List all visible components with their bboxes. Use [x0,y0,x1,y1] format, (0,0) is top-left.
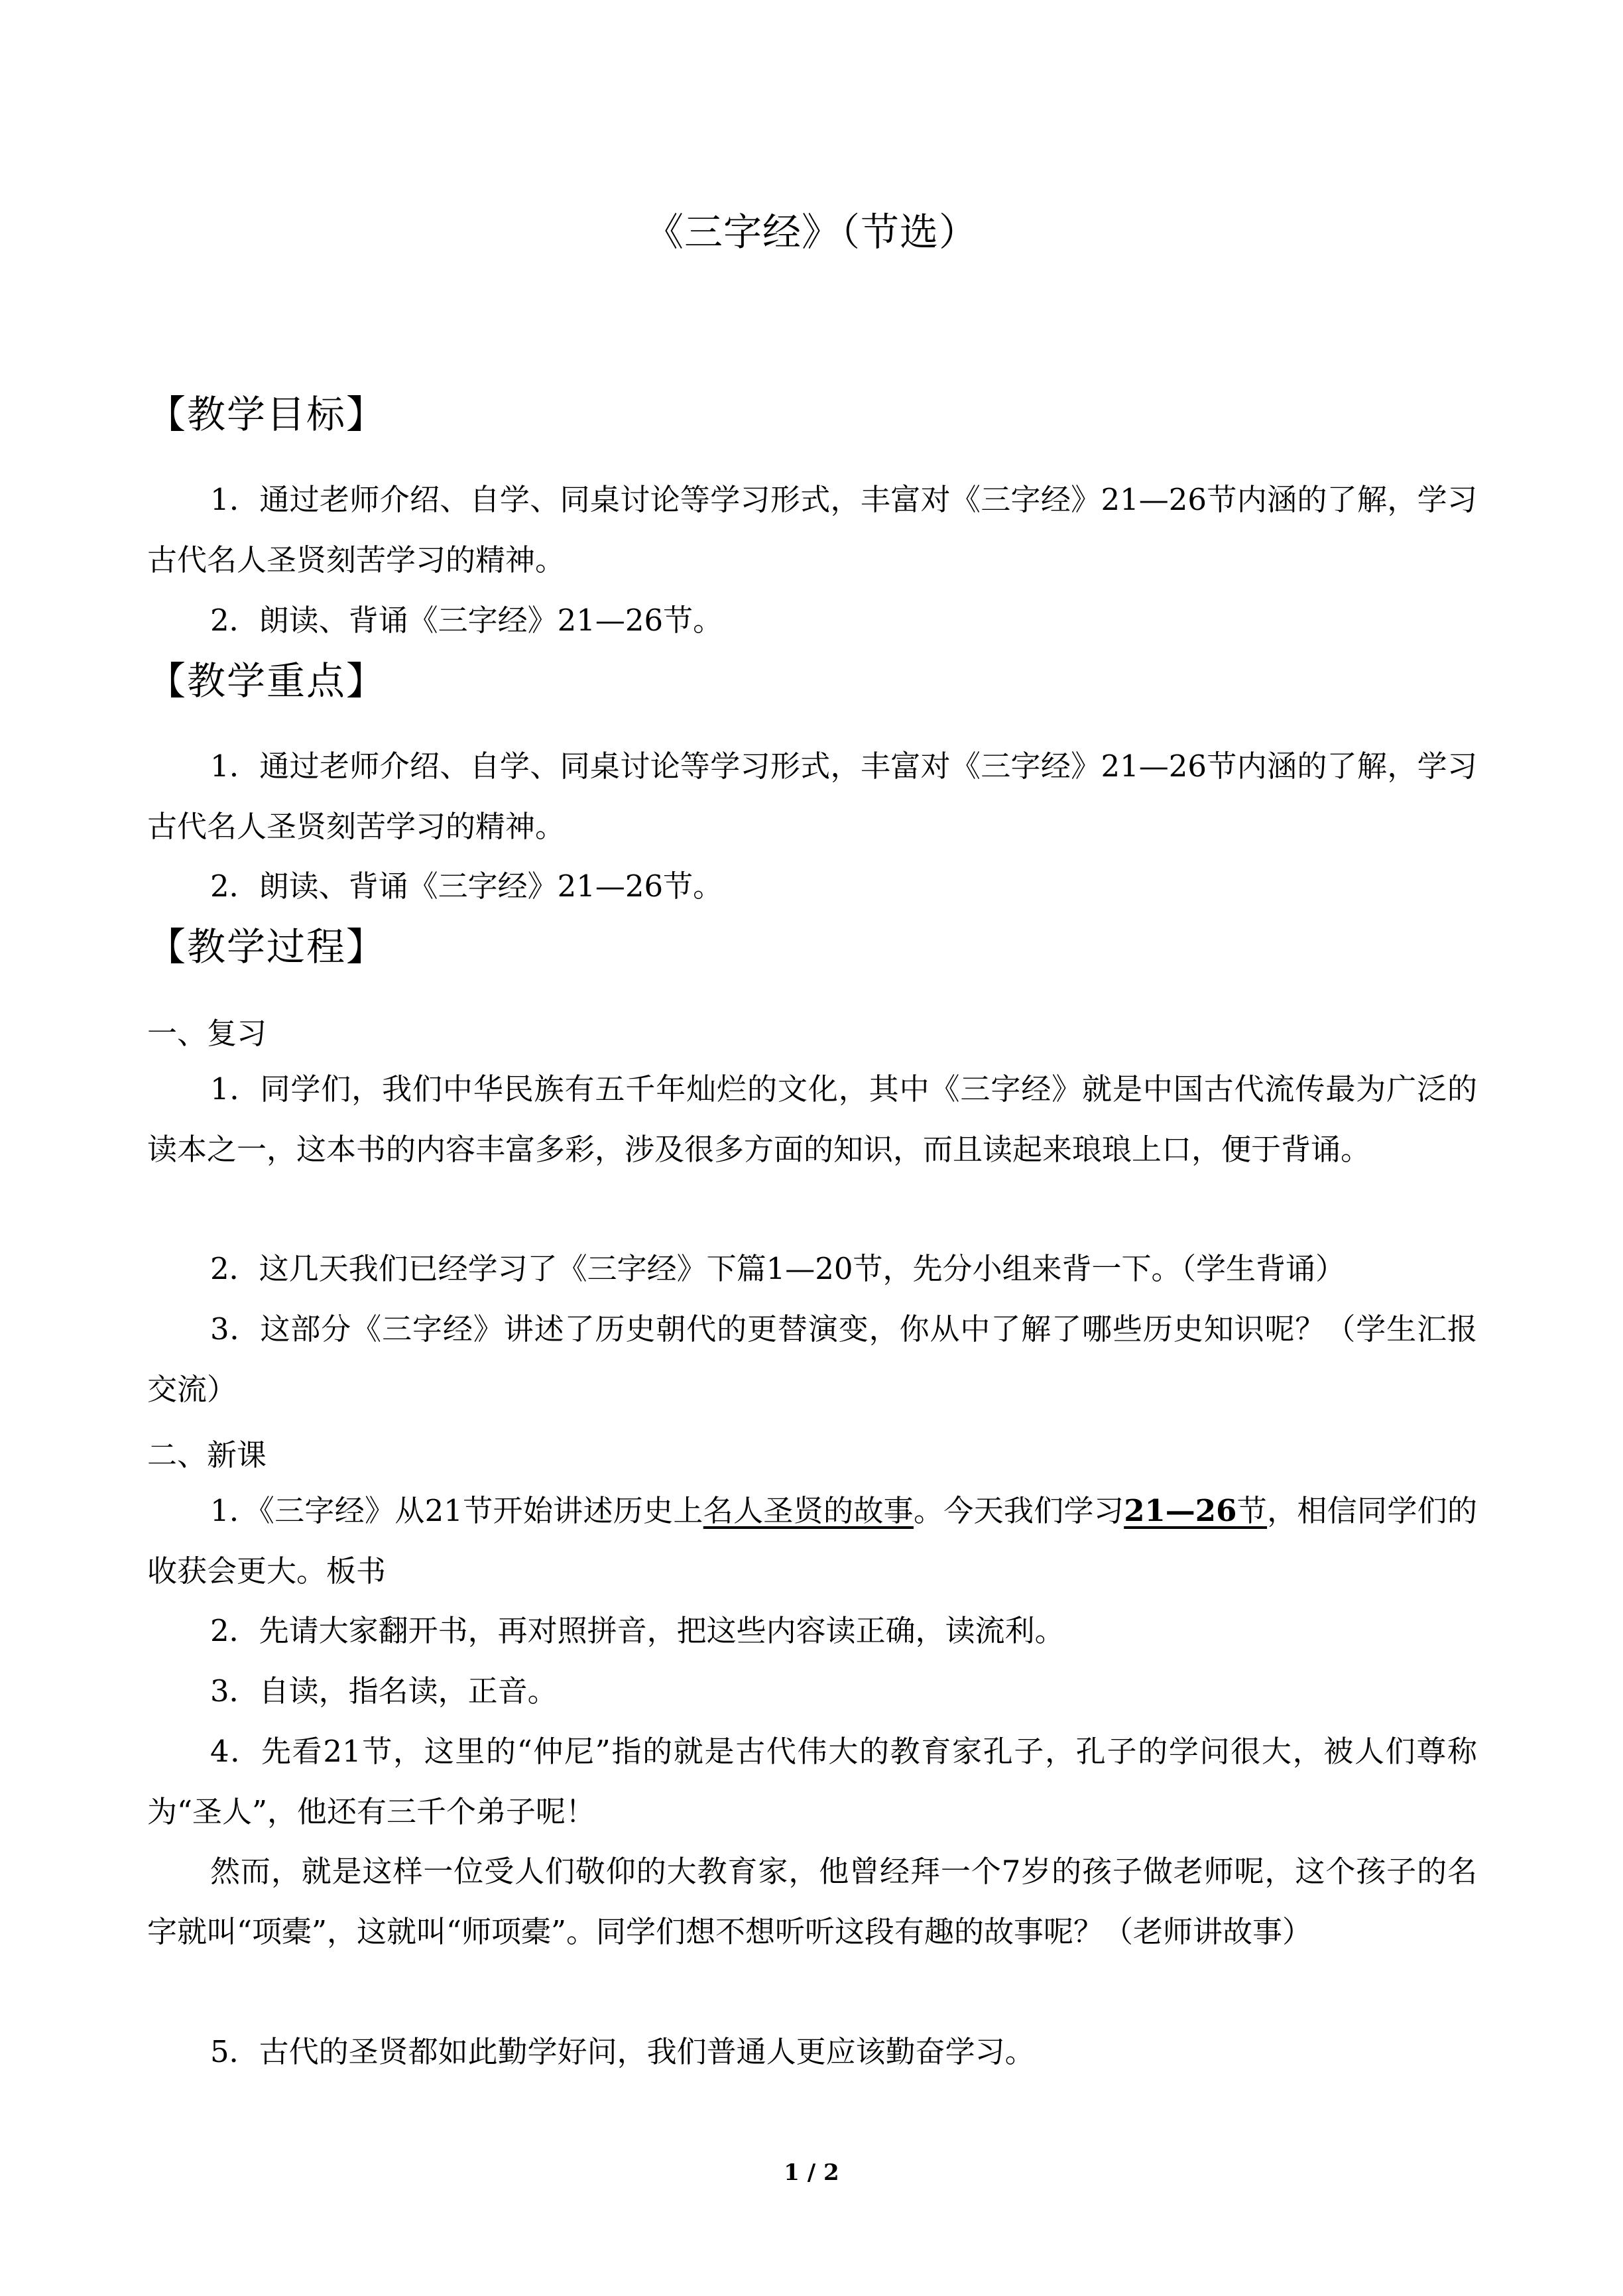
new-lesson-item-1-text-c: ，相信同学们的收获会更大。板书 [147,1493,1477,1589]
new-lesson-item-1-text-a: 1．《三字经》从21节开始讲述历史上 [210,1493,703,1528]
objectives-heading: 【教学目标】 [147,392,387,437]
objectives-item-1: 1．通过老师介绍、自学、同桌讨论等学习形式，丰富对《三字经》21—26节内涵的了解，学习古代名人圣贤刻苦学习的精神。 [147,482,1477,577]
key-points-item-2: 2．朗读、背诵《三字经》21—26节。 [210,869,723,904]
new-lesson-item-1 [147,1480,1477,1601]
key-points-item-1: 1．通过老师介绍、自学、同桌讨论等学习形式，丰富对《三字经》21—26节内涵的了解，学习古代名人圣贤刻苦学习的精神。 [147,749,1477,844]
highlighted-section-suffix: 节 [1236,1493,1268,1528]
page-number: 1 / 2 [784,2159,839,2186]
new-lesson-item-3: 3．自读，指名读，正音。 [210,1673,558,1709]
review-label: 一、复习 [147,1016,267,1051]
objectives-item-2: 2．朗读、背诵《三字经》21—26节。 [210,603,723,638]
process-heading: 【教学过程】 [147,924,387,969]
new-lesson-item-4: 4．先看21节，这里的“仲尼”指的就是古代伟大的教育家孔子，孔子的学问很大，被人们尊称为“圣人”，他还有三千个弟子呢！ [147,1734,1477,1829]
new-lesson-item-2: 2．先请大家翻开书，再对照拼音，把这些内容读正确，读流利。 [210,1613,1065,1648]
new-lesson-item-4-continued: 然而，就是这样一位受人们敬仰的大教育家，他曾经拜一个7岁的孩子做老师呢，这个孩子的名字就叫“项橐”，这就叫“师项橐”。同学们想不想听听这段有趣的故事呢？（老师讲故事） [147,1854,1477,1949]
review-item-1: 1．同学们，我们中华民族有五千年灿烂的文化，其中《三字经》就是中国古代流传最为广泛的读本之一，这本书的内容丰富多彩，涉及很多方面的知识，而且读起来琅琅上口，便于背诵。 [147,1071,1477,1167]
key-points-heading: 【教学重点】 [147,658,387,703]
page-title: 《三字经》（节选） [644,210,978,255]
new-lesson-item-5: 5．古代的圣贤都如此勤学好问，我们普通人更应该勤奋学习。 [210,2034,1035,2069]
review-item-2: 2．这几天我们已经学习了《三字经》下篇1—20节，先分小组来背一下。（学生背诵） [210,1251,1346,1286]
highlighted-topic: 名人圣贤的故事 [703,1493,914,1528]
new-lesson-item-1-text-b: 。今天我们学习 [913,1493,1124,1528]
new-lesson-label: 二、新课 [147,1437,267,1473]
highlighted-section-range: 21—26 [1124,1493,1237,1528]
review-item-3: 3．这部分《三字经》讲述了历史朝代的更替演变，你从中了解了哪些历史知识呢？（学生汇报交流） [147,1311,1477,1407]
